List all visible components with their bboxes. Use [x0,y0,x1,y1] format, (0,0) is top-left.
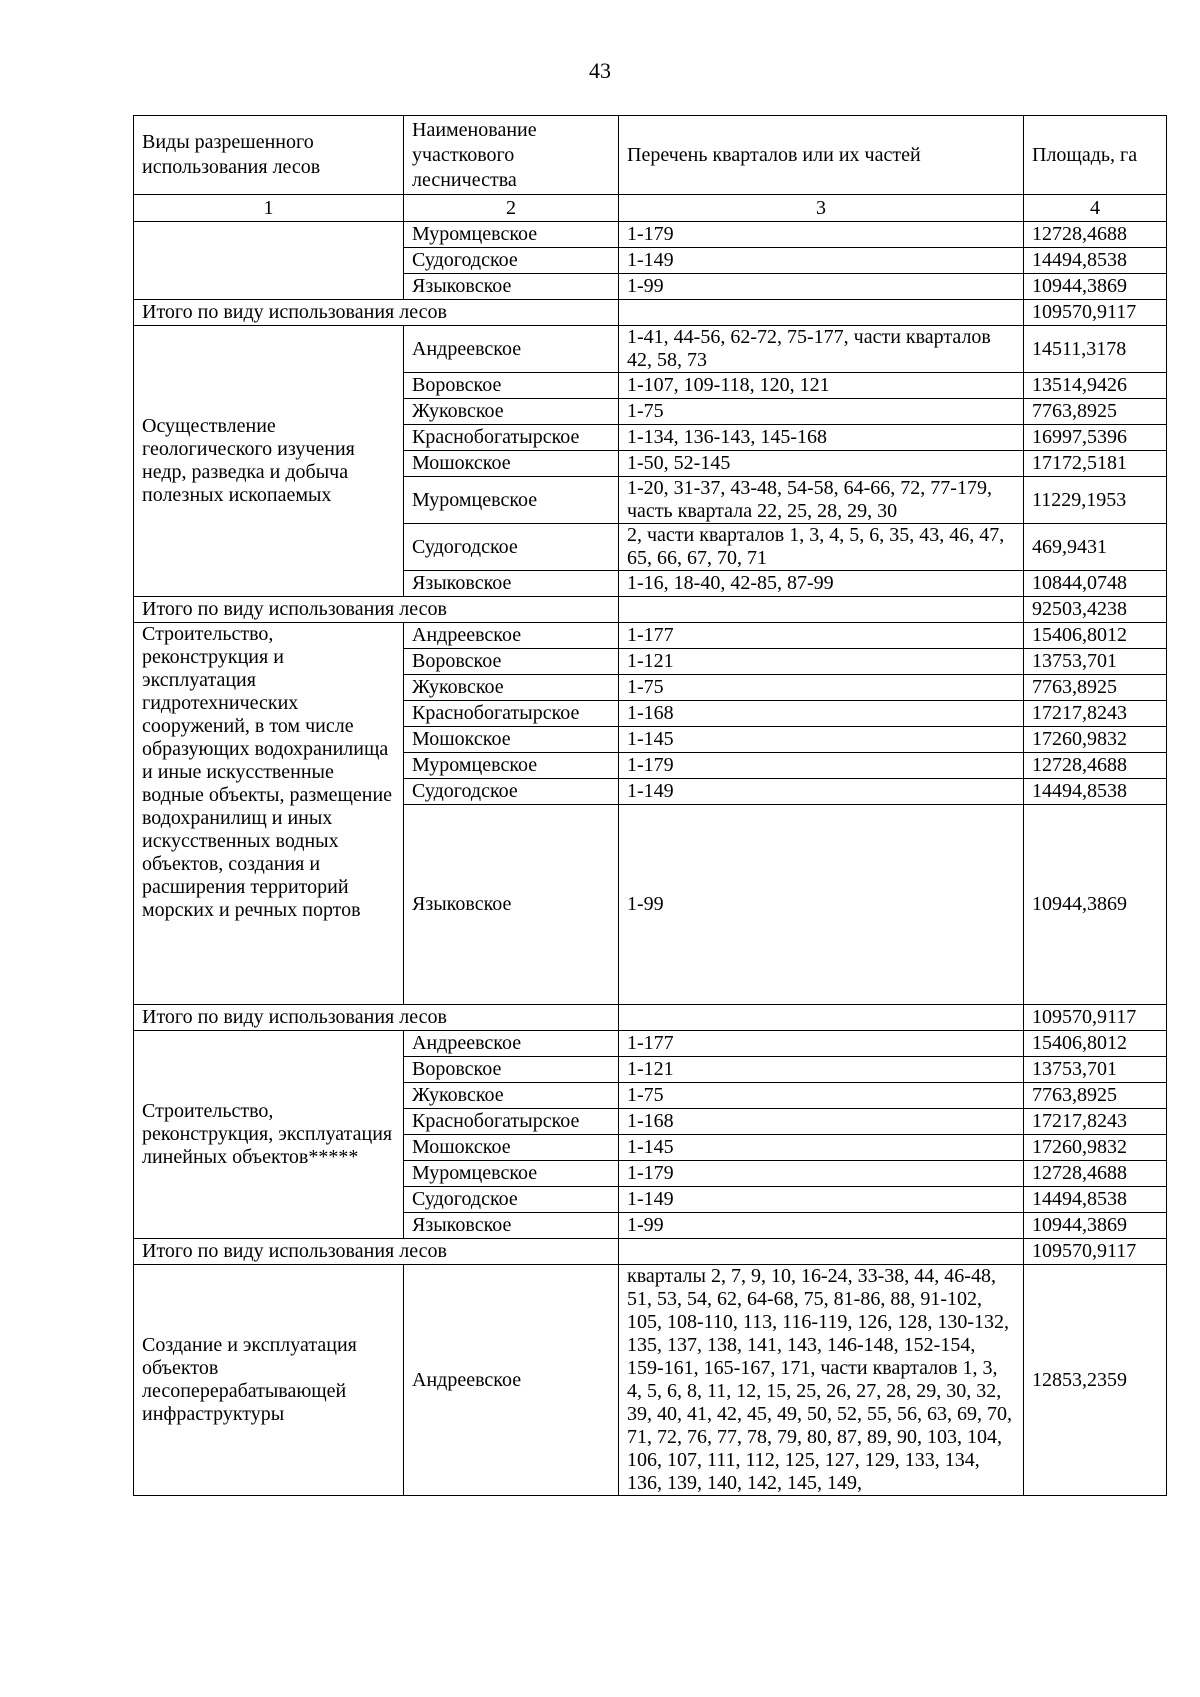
forestry-cell: Мошокское [404,451,619,477]
quarters-cell: 1-107, 109-118, 120, 121 [619,373,1024,399]
forestry-cell: Андреевское [404,1031,619,1057]
usage-type-cell: Строительство, реконструкция, эксплуатация линейных объектов***** [134,1031,404,1239]
area-cell: 10944,3869 [1024,805,1167,1005]
quarters-cell: 1-179 [619,753,1024,779]
forest-use-table [133,115,1167,1496]
column-number: 4 [1024,195,1167,222]
area-cell: 15406,8012 [1024,623,1167,649]
quarters-cell: 1-99 [619,1213,1024,1239]
area-cell: 17260,9832 [1024,1135,1167,1161]
forestry-cell: Жуковское [404,1083,619,1109]
total-row [134,1239,1167,1265]
area-cell: 14511,3178 [1024,326,1167,373]
forestry-cell: Языковское [404,571,619,597]
area-cell: 469,9431 [1024,524,1167,571]
area-cell: 10844,0748 [1024,571,1167,597]
forestry-cell: Языковское [404,1213,619,1239]
column-number: 3 [619,195,1024,222]
header-forestry: Наименование участкового лесничества [404,116,619,195]
quarters-cell: 1-149 [619,248,1024,274]
total-empty-cell [619,300,1024,326]
usage-type-cell: Создание и эксплуатация объектов лесоперерабатывающей инфраструктуры [134,1265,404,1496]
area-cell: 12853,2359 [1024,1265,1167,1496]
table-row [134,1031,1167,1057]
quarters-cell: 1-168 [619,701,1024,727]
quarters-cell: 1-177 [619,1031,1024,1057]
area-cell: 7763,8925 [1024,399,1167,425]
total-label: Итого по виду использования лесов [134,1239,619,1265]
total-label: Итого по виду использования лесов [134,300,619,326]
quarters-cell: 1-134, 136-143, 145-168 [619,425,1024,451]
total-area: 109570,9117 [1024,1005,1167,1031]
forestry-cell: Мошокское [404,1135,619,1161]
quarters-cell: 1-75 [619,1083,1024,1109]
area-cell: 12728,4688 [1024,753,1167,779]
quarters-cell: 1-179 [619,222,1024,248]
total-label: Итого по виду использования лесов [134,597,619,623]
quarters-cell: 1-168 [619,1109,1024,1135]
forestry-cell: Муромцевское [404,222,619,248]
column-number: 1 [134,195,404,222]
area-cell: 11229,1953 [1024,477,1167,524]
area-cell: 12728,4688 [1024,1161,1167,1187]
forestry-cell: Воровское [404,649,619,675]
forestry-cell: Андреевское [404,623,619,649]
quarters-cell: 1-121 [619,649,1024,675]
forestry-cell: Языковское [404,274,619,300]
quarters-cell: 1-41, 44-56, 62-72, 75-177, части кварталов 42, 58, 73 [619,326,1024,373]
total-area: 109570,9117 [1024,1239,1167,1265]
total-row [134,597,1167,623]
forestry-cell: Краснобогатырское [404,701,619,727]
header-area: Площадь, га [1024,116,1167,195]
area-cell: 16997,5396 [1024,425,1167,451]
quarters-cell: 1-145 [619,1135,1024,1161]
quarters-cell: 1-75 [619,399,1024,425]
quarters-cell: 1-149 [619,1187,1024,1213]
quarters-cell: кварталы 2, 7, 9, 10, 16-24, 33-38, 44, 46-48, 51, 53, 54, 62, 64-68, 75, 81-86, 88, 91-102, 105, 108-110, 113, 116-119, 126, 128, 130-132, 135, 137, 138, 141, 143, 146-148, 152-154, 159-161, 165-167, 171, части кварталов 1, 3, 4, 5, 6, 8, 11, 12, 15, 25, 26, 27, 28, 29, 30, 32, 39, 40, 41, 42, 45, 49, 50, 52, 55, 56, 63, 69, 70, 71, 72, 76, 77, 78, 79, 80, 87, 89, 90, 103, 104, 106, 107, 111, 112, 125, 127, 129, 133, 134, 136, 139, 140, 142, 145, 149, [619,1265,1024,1496]
page-number: 43 [589,58,611,83]
area-cell: 12728,4688 [1024,222,1167,248]
area-cell: 7763,8925 [1024,1083,1167,1109]
table-row [134,1265,1167,1496]
forestry-cell: Воровское [404,1057,619,1083]
forestry-cell: Судогодское [404,1187,619,1213]
usage-type-cell [134,222,404,300]
forestry-cell: Андреевское [404,326,619,373]
area-cell: 13753,701 [1024,649,1167,675]
usage-type-cell: Строительство, реконструкция и эксплуатация гидротехнических сооружений, в том числе образующих водохранилища и иные искусственные водные объекты, размещение водохранилищ и иных искусственных водных объектов, создания и расширения территорий морских и речных портов [134,623,404,1005]
total-row [134,1005,1167,1031]
area-cell: 17217,8243 [1024,701,1167,727]
quarters-cell: 1-179 [619,1161,1024,1187]
area-cell: 10944,3869 [1024,1213,1167,1239]
total-area: 109570,9117 [1024,300,1167,326]
quarters-cell: 1-99 [619,805,1024,1005]
forestry-cell: Муромцевское [404,477,619,524]
column-number: 2 [404,195,619,222]
quarters-cell: 1-16, 18-40, 42-85, 87-99 [619,571,1024,597]
forestry-cell: Судогодское [404,248,619,274]
quarters-cell: 1-50, 52-145 [619,451,1024,477]
forestry-cell: Жуковское [404,675,619,701]
total-empty-cell [619,597,1024,623]
area-cell: 14494,8538 [1024,779,1167,805]
area-cell: 17260,9832 [1024,727,1167,753]
area-cell: 10944,3869 [1024,274,1167,300]
area-cell: 7763,8925 [1024,675,1167,701]
forestry-cell: Краснобогатырское [404,425,619,451]
quarters-cell: 1-99 [619,274,1024,300]
area-cell: 14494,8538 [1024,248,1167,274]
area-cell: 17172,5181 [1024,451,1167,477]
quarters-cell: 1-75 [619,675,1024,701]
area-cell: 15406,8012 [1024,1031,1167,1057]
forestry-cell: Муромцевское [404,1161,619,1187]
quarters-cell: 1-20, 31-37, 43-48, 54-58, 64-66, 72, 77-179, часть квартала 22, 25, 28, 29, 30 [619,477,1024,524]
total-empty-cell [619,1005,1024,1031]
forestry-cell: Андреевское [404,1265,619,1496]
header-quarters: Перечень кварталов или их частей [619,116,1024,195]
quarters-cell: 2, части кварталов 1, 3, 4, 5, 6, 35, 43, 46, 47, 65, 66, 67, 70, 71 [619,524,1024,571]
quarters-cell: 1-145 [619,727,1024,753]
total-empty-cell [619,1239,1024,1265]
quarters-cell: 1-121 [619,1057,1024,1083]
table-row [134,326,1167,373]
table-header-row [134,116,1167,195]
forestry-cell: Краснобогатырское [404,1109,619,1135]
forestry-cell: Судогодское [404,779,619,805]
area-cell: 13753,701 [1024,1057,1167,1083]
area-cell: 13514,9426 [1024,373,1167,399]
total-area: 92503,4238 [1024,597,1167,623]
forestry-cell: Языковское [404,805,619,1005]
table-row [134,222,1167,248]
forestry-cell: Воровское [404,373,619,399]
quarters-cell: 1-149 [619,779,1024,805]
area-cell: 14494,8538 [1024,1187,1167,1213]
total-label: Итого по виду использования лесов [134,1005,619,1031]
quarters-cell: 1-177 [619,623,1024,649]
area-cell: 17217,8243 [1024,1109,1167,1135]
column-number-row [134,195,1167,222]
usage-type-cell: Осуществление геологического изучения недр, разведка и добыча полезных ископаемых [134,326,404,597]
total-row [134,300,1167,326]
forestry-cell: Муромцевское [404,753,619,779]
forestry-cell: Жуковское [404,399,619,425]
forestry-cell: Судогодское [404,524,619,571]
table-row [134,623,1167,649]
forestry-cell: Мошокское [404,727,619,753]
header-usage-type: Виды разрешенного использования лесов [134,116,404,195]
